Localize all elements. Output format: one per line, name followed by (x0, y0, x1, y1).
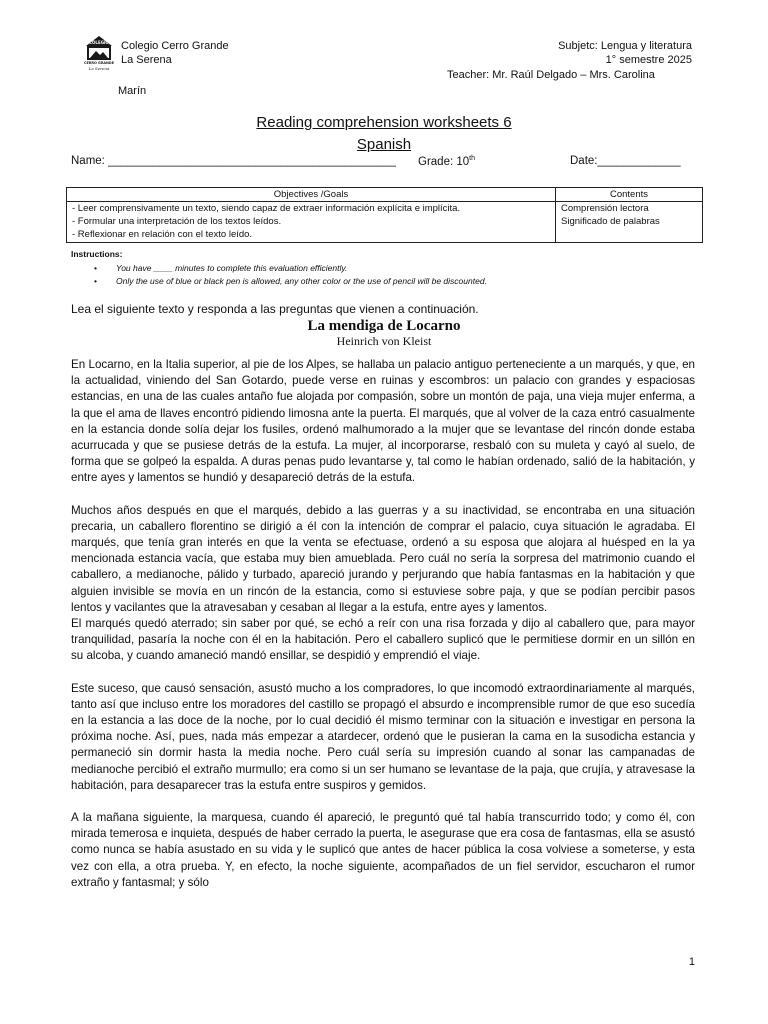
story-title: La mendiga de Locarno (307, 318, 461, 334)
story-paragraph: Este suceso, que causó sensación, asustó mucho a los compradores, lo que incomodó extraordinariamente al marqués, tanto así que incluso entre los moradores del castillo se propagó el absurdo e incomprensible rumor de que eso sucedía en la estancia a las doce de la noche, por lo cual decidió él mismo terminar con la situación e investigar en persona la próxima noche. Así, pues, nada más empezar a atardecer, ordenó que le pusieran la cama en la susodicha estancia y permaneció sin dormir hasta la media noche. Pero cuál sería su impresión cuando al sonar las campanadas de medianoche percibió el extraño murmullo; era como si un ser humano se levantase de la paja, que crujía, y atravesase la habitación, para desaparecer tras la estufa entre suspiros y gemidos. (71, 681, 695, 792)
story-paragraph: A la mañana siguiente, la marquesa, cuando él apareció, le preguntó qué tal había transcurrido todo; y como él, con mirada temerosa e inquieta, después de haber cerrado la puerta, le asegurase que era cosa de fantasmas, ella se asustó como nunca se había asustado en su vida y le suplicó que antes de hacer pública la cosa volviese a someterse, y esta vez con ella, a otra prueba. Y, en efecto, la noche siguiente, acompañados de un fiel servidor, escucharon el rumor extraño y fantasmal; y sólo (71, 811, 695, 889)
instruction-item (94, 262, 487, 275)
logo-text-bottom: La Serena (88, 66, 110, 71)
name-row (71, 155, 396, 167)
logo-text-top: COLEGIO (89, 40, 109, 45)
story-paragraph: En Locarno, en la Italia superior, al pie de los Alpes, se hallaba un palacio antiguo perteneciente a un marqués, y que, en la actualidad, viniendo del San Gotardo, puede verse en ruinas y escombros: un palacio con grandes y espaciosas estancias, en una de las cuales antaño fue alojada por compasión, sobre un montón de paja, una vieja mujer enferma, a la que el ama de llaves encontró pidiendo limosna ante la puerta. El marqués, que al volver de la caza entró casualmente en la estancia donde solía dejar los fusiles, ordenó malhumorado a la mujer que se levantase del rincón donde estaba acurrucada y que se pusiese detrás de la estufa. La mujer, al incorporarse, resbaló con su muleta y cayó al suelo, de forma que se golpeó la espalda. A duras penas pudo levantarse y, tal como le habían ordenado, salió de la habitación, y entre ayes y lamentos se hundió y desapareció detrás de la estufa. (71, 358, 695, 485)
instructions-label: Instructions: (71, 249, 123, 259)
bullet-icon: • (94, 263, 97, 273)
content-item (556, 228, 703, 243)
objectives-header: Objectives /Goals (67, 188, 556, 202)
grade-label: Grade: 10 (418, 155, 470, 168)
instruction-text: Only the use of blue or black pen is allowed, any other color or the use of pencil will be discounted. (116, 276, 487, 286)
objective-item: - Leer comprensivamente un texto, siendo capaz de extraer información explícita e implícita. (67, 202, 556, 216)
teacher-label: Teacher: Mr. Raúl Delgado – Mrs. Carolina (447, 69, 655, 81)
grade-sup: th (469, 155, 475, 162)
story-body (71, 357, 695, 891)
school-name: Colegio Cerro Grande (121, 40, 229, 52)
story-author: Heinrich von Kleist (336, 334, 432, 348)
contents-header: Contents (556, 188, 703, 202)
story-paragraph: El marqués quedó aterrado; sin saber por qué, se echó a reír con una risa forzada y dijo al caballero que, para mayor tranquilidad, pasaría la noche con él en la habitación. Pero el caballero suplicó que le permitiese dormir en un sillón en su alcoba, y cuando amaneció mandó ensillar, se despidió y emprendió el viaje. (71, 617, 695, 663)
logo-text-mid: CERRO GRANDE (83, 61, 115, 65)
name-field[interactable]: Name: _____________________________________________ (71, 155, 396, 167)
worksheet-subtitle: Spanish (356, 136, 412, 153)
content-item: Significado de palabras (556, 215, 703, 228)
instructions-list (94, 262, 487, 288)
school-logo (82, 32, 116, 72)
school-city: La Serena (121, 54, 172, 66)
page-number: 1 (688, 956, 695, 968)
instruction-item (94, 275, 487, 288)
objective-item: - Reflexionar en relación con el texto leído. (67, 228, 556, 243)
grade-field (418, 155, 475, 168)
school-logo-icon (82, 32, 116, 72)
teacher-label-cont: Marín (118, 85, 147, 97)
objectives-table (66, 187, 703, 243)
objective-item: - Formular una interpretación de los textos leídos. (67, 215, 556, 228)
lead-text: Lea el siguiente texto y responda a las preguntas que vienen a continuación. (71, 302, 479, 316)
date-field (570, 155, 681, 167)
story-paragraph: Muchos años después en que el marqués, debido a las guerras y a su inactividad, se encontraba en una situación precaria, un caballero florentino se dirigió a él con la intención de comprar el palacio, cuya situación le agradaba. El marqués, que tenía gran interés en que la venta se efectuase, ordenó a su esposa que alojara al huésped en la ya mencionada estancia vacía, que estaba muy bien amueblada. Pero cuál no sería la sorpresa del matrimonio cuando el caballero, a medianoche, pálido y turbado, apareció jurando y perjurando que había fantasmas en la habitación y que alguien invisible se movía en un rincón de la estancia, como si estuviese sobre paja, y que se podían percibir pasos lentos y vacilantes que la atravesaban y cesaban al llegar a la estufa, entre ayes y lamentos. (71, 503, 695, 614)
date-label[interactable]: Date:_____________ (570, 155, 681, 167)
semester-label: 1° semestre 2025 (605, 54, 692, 66)
instruction-text: You have ____ minutes to complete this evaluation efficiently. (116, 263, 348, 273)
bullet-icon: • (94, 276, 97, 286)
content-item: Comprensión lectora (556, 202, 703, 216)
subject-label: Subjetc: Lengua y literatura (558, 40, 692, 52)
worksheet-title: Reading comprehension worksheets 6 (256, 114, 512, 131)
